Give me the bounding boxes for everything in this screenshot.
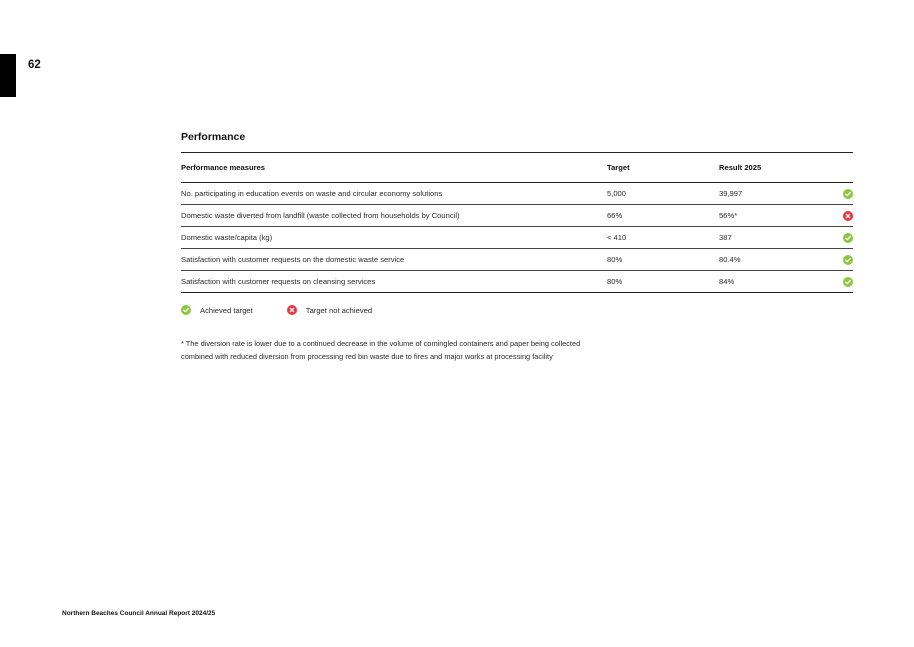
table-row: [181, 205, 853, 227]
cell-target: 5,000: [607, 189, 627, 198]
cell-measure: Domestic waste/capita (kg): [181, 233, 273, 242]
cell-target: 80%: [607, 277, 623, 286]
cell-status: [837, 249, 853, 271]
header-performance-measures: Performance measures: [181, 163, 265, 172]
cell-result: 84%: [719, 277, 735, 286]
footnote: [181, 338, 651, 363]
cell-measure: Satisfaction with customer requests on cleansing services: [181, 277, 376, 286]
cell-status: [837, 205, 853, 227]
cell-result: 80.4%: [719, 255, 741, 264]
section-title: Performance: [181, 131, 246, 143]
legend-achieved: [181, 305, 253, 315]
cell-measure: Satisfaction with customer requests on the domestic waste service: [181, 255, 405, 264]
cross-circle-icon: [843, 211, 853, 221]
table-row: [181, 271, 853, 293]
legend-achieved-label: Achieved target: [200, 305, 253, 315]
cell-target: 80%: [607, 255, 623, 264]
check-circle-icon: [843, 255, 853, 265]
performance-table: [181, 152, 853, 293]
table-header-row: [181, 153, 853, 183]
header-status: [837, 153, 853, 183]
cell-status: [837, 227, 853, 249]
cell-measure: Domestic waste diverted from landfill (waste collected from households by Council): [181, 211, 460, 220]
cell-target: < 410: [607, 233, 627, 242]
cell-status: [837, 183, 853, 205]
cell-target: 66%: [607, 211, 623, 220]
cell-result: 387: [719, 233, 732, 242]
report-footer: Northern Beaches Council Annual Report 2024/25: [62, 610, 216, 617]
page-tab-marker: [0, 54, 16, 97]
legend-not-achieved: [287, 305, 372, 315]
legend: [181, 305, 406, 315]
header-result: Result 2025: [719, 163, 762, 172]
legend-not-achieved-label: Target not achieved: [305, 305, 373, 315]
footnote-line-1: * The diversion rate is lower due to a continued decrease in the volume of comingled containers and paper being collected: [181, 339, 581, 348]
cell-measure: No. participating in education events on waste and circular economy solutions: [181, 189, 443, 198]
check-circle-icon: [843, 189, 853, 199]
cell-result: 39,997: [719, 189, 743, 198]
cell-result: 56%*: [719, 211, 738, 220]
cross-circle-icon: [287, 305, 297, 315]
footnote-line-2: combined with reduced diversion from processing red bin waste due to fires and major works at processing facility: [181, 351, 553, 361]
table-row: [181, 227, 853, 249]
check-circle-icon: [843, 277, 853, 287]
check-circle-icon: [181, 305, 191, 315]
table-row: [181, 183, 853, 205]
table-row: [181, 249, 853, 271]
check-circle-icon: [843, 233, 853, 243]
page-number: 62: [28, 59, 41, 71]
header-target: Target: [607, 163, 630, 172]
cell-status: [837, 271, 853, 293]
